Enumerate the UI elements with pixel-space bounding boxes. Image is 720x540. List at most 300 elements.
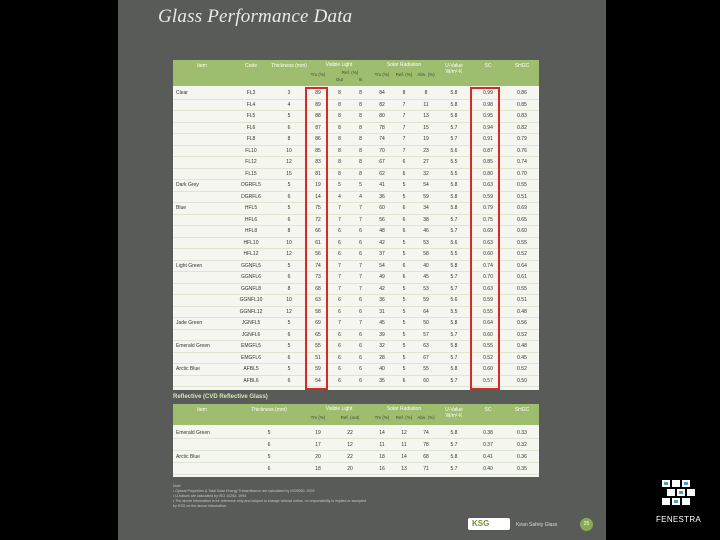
cell-u: 5.8 — [450, 262, 458, 269]
cell-th: 5 — [287, 113, 291, 119]
cell-code: GGNFL5 — [240, 262, 261, 269]
cell-sc: 0.69 — [483, 228, 493, 234]
cell-out: 6 — [338, 354, 341, 361]
cell-sc: 0.60 — [483, 251, 493, 257]
cell-sc: 0.91 — [483, 136, 493, 142]
cell-sref: 6 — [402, 159, 406, 165]
cell-stm: 18 — [379, 454, 385, 460]
cell-th: 6 — [287, 124, 291, 131]
cell-in: 6 — [359, 377, 362, 384]
cell-out: 8 — [338, 170, 341, 177]
cell-sref: 6 — [402, 274, 406, 280]
cell-th: 6 — [287, 354, 291, 361]
company-name: Kiran Safety Glass — [516, 522, 558, 528]
cell-th: 8 — [287, 285, 291, 292]
cell-out: 7 — [338, 320, 341, 326]
cell-u: 5.7 — [450, 124, 458, 131]
cell-tm: 73 — [315, 274, 321, 280]
cell-th: 6 — [267, 466, 271, 472]
header-code: Code — [245, 63, 257, 69]
cell-stm: 45 — [379, 320, 385, 326]
cell-tm: 68 — [315, 285, 321, 292]
header-vl-tm: Tm (%) — [310, 415, 326, 420]
cell-sc: 0.52 — [483, 354, 493, 361]
cell-shgc: 0.32 — [517, 442, 527, 448]
cell-stm: 39 — [379, 331, 385, 338]
header-sr-tm: Tm (%) — [374, 415, 390, 420]
cell-sref: 5 — [402, 193, 406, 200]
cell-stm: 35 — [379, 377, 385, 384]
cell-sabs: 68 — [423, 454, 429, 460]
cell-in: 7 — [359, 205, 362, 211]
cell-sc: 0.74 — [483, 262, 493, 269]
cell-stm: 62 — [379, 170, 385, 177]
fenestra-logo-icon — [662, 480, 698, 512]
header-sc: SC — [484, 63, 492, 69]
cell-shgc: 0.79 — [517, 136, 527, 142]
cell-in: 7 — [359, 216, 362, 223]
cell-out: 6 — [338, 239, 341, 246]
cell-shgc: 0.55 — [517, 239, 527, 246]
cell-sc: 0.59 — [483, 193, 493, 200]
cell-tm: 54 — [315, 377, 321, 384]
cell-sabs: 50 — [423, 320, 429, 326]
cell-sabs: 57 — [423, 331, 429, 338]
cell-item: Arctic Blue — [176, 366, 200, 372]
cell-out: 6 — [338, 366, 341, 372]
cell-stm: 70 — [379, 147, 385, 154]
cell-code: HFL8 — [244, 228, 258, 234]
cell-th: 5 — [287, 320, 291, 326]
cell-stm: 36 — [379, 297, 385, 303]
cell-tm: 20 — [315, 454, 321, 460]
cell-stm: 49 — [379, 274, 385, 280]
cell-tm: 51 — [315, 354, 321, 361]
cell-th: 8 — [287, 228, 291, 234]
cell-code: EMGFL6 — [240, 354, 261, 361]
cell-out: 8 — [338, 147, 341, 154]
cell-u: 5.7 — [450, 442, 458, 448]
cell-sabs: 40 — [423, 262, 429, 269]
cell-th: 8 — [287, 136, 291, 142]
cell-in: 6 — [359, 366, 362, 372]
cell-sref: 5 — [402, 251, 406, 257]
cell-out: 7 — [338, 285, 341, 292]
cell-sabs: 58 — [423, 251, 429, 257]
cell-item: Light Green — [176, 262, 203, 269]
cell-ref: 22 — [347, 454, 353, 460]
cell-shgc: 0.55 — [517, 285, 527, 292]
cell-in: 6 — [359, 228, 362, 234]
cell-shgc: 0.52 — [517, 366, 527, 372]
cell-u: 5.8 — [450, 101, 458, 108]
cell-out: 6 — [338, 343, 341, 349]
cell-code: EMGFL5 — [240, 343, 261, 349]
cell-sc: 0.95 — [483, 113, 493, 119]
cell-shgc: 0.83 — [517, 113, 527, 119]
cell-stm: 14 — [379, 430, 385, 436]
cell-code: JGNFL5 — [241, 320, 261, 326]
cell-stm: 48 — [379, 228, 385, 234]
cell-in: 8 — [359, 113, 362, 119]
table-row — [173, 463, 539, 475]
cell-sabs: 59 — [423, 193, 429, 200]
cell-sabs: 53 — [423, 239, 429, 246]
cell-sabs: 23 — [423, 147, 429, 154]
cell-stm: 28 — [379, 354, 385, 361]
header-sr-abs: Abs. (%) — [417, 72, 435, 77]
cell-sabs: 19 — [423, 136, 429, 142]
cell-in: 6 — [359, 239, 362, 246]
glass-performance-table — [173, 60, 539, 390]
cell-shgc: 0.70 — [517, 170, 527, 177]
cell-in: 8 — [359, 170, 362, 177]
cell-tm: 86 — [315, 136, 321, 142]
cell-sabs: 32 — [423, 170, 429, 177]
cell-tm: 69 — [315, 320, 321, 326]
cell-item: Jade Green — [176, 320, 203, 326]
cell-stm: 36 — [379, 193, 385, 200]
cell-item: Dark Grey — [176, 182, 199, 188]
cell-tm: 89 — [315, 90, 321, 96]
ksg-logo — [468, 518, 510, 530]
cell-out: 8 — [338, 101, 341, 108]
cell-u: 5.7 — [450, 136, 458, 142]
cell-code: GGNFL10 — [239, 297, 263, 303]
cell-sref: 5 — [402, 343, 406, 349]
cell-u: 5.5 — [450, 251, 458, 257]
cell-stm: 67 — [379, 159, 385, 165]
cell-sref: 6 — [402, 216, 406, 223]
header-shgc: SHGC — [514, 63, 530, 69]
cell-stm: 11 — [379, 442, 385, 448]
cell-code: FL15 — [245, 170, 257, 177]
cell-shgc: 0.64 — [517, 262, 527, 269]
cell-shgc: 0.52 — [517, 251, 527, 257]
cell-u: 5.7 — [450, 228, 458, 234]
cell-sref: 5 — [402, 331, 406, 338]
cell-out: 8 — [338, 136, 341, 142]
cell-in: 6 — [359, 354, 362, 361]
cell-ref: 20 — [347, 466, 353, 472]
page-number: 25 — [580, 518, 593, 531]
cell-u: 5.8 — [450, 193, 458, 200]
cell-sref: 5 — [402, 320, 406, 326]
cell-sc: 0.99 — [483, 90, 493, 96]
cell-shgc: 0.69 — [517, 205, 527, 211]
header-vl-tm: Tm (%) — [310, 72, 326, 77]
cell-code: AFBL6 — [243, 377, 259, 384]
cell-stm: 32 — [379, 343, 385, 349]
cell-stm: 16 — [379, 466, 385, 472]
cell-sref: 5 — [402, 285, 406, 292]
cell-sabs: 74 — [423, 430, 429, 436]
cell-item: Blue — [176, 205, 187, 211]
cell-sref: 11 — [401, 442, 407, 448]
cell-sref: 6 — [402, 228, 406, 234]
cell-u: 5.8 — [450, 366, 458, 372]
cell-sc: 0.63 — [483, 285, 493, 292]
cell-sabs: 64 — [423, 308, 429, 315]
cell-ref: 22 — [347, 430, 353, 436]
cell-in: 4 — [359, 193, 362, 200]
cell-sabs: 53 — [423, 285, 429, 292]
notes-line: • U-Values are calculated by ISO 10292: 1994 — [173, 494, 247, 498]
cell-u: 5.7 — [450, 331, 458, 338]
cell-th: 3 — [287, 90, 291, 96]
cell-sc: 0.55 — [483, 343, 493, 349]
cell-u: 5.8 — [450, 182, 458, 188]
cell-in: 6 — [359, 343, 362, 349]
header-solar-radiation: Solar Radiation — [386, 62, 422, 68]
cell-th: 12 — [286, 159, 292, 165]
cell-sref: 8 — [402, 90, 406, 96]
cell-out: 8 — [338, 159, 341, 165]
cell-in: 7 — [359, 285, 362, 292]
cell-sabs: 46 — [423, 228, 429, 234]
cell-tm: 18 — [315, 466, 321, 472]
table-row — [173, 451, 539, 463]
cell-code: HFL6 — [244, 216, 258, 223]
header-visible-light: Visible Light — [325, 62, 353, 68]
cell-stm: 84 — [379, 90, 385, 96]
cell-sc: 0.87 — [483, 147, 493, 154]
cell-tm: 14 — [315, 193, 321, 200]
notes — [173, 484, 503, 509]
cell-th: 5 — [267, 430, 271, 436]
cell-in: 6 — [359, 297, 362, 303]
cell-sref: 6 — [402, 262, 406, 269]
cell-sabs: 15 — [423, 124, 429, 131]
cell-stm: 31 — [379, 308, 385, 315]
highlight-sc — [470, 87, 500, 390]
cell-th: 5 — [287, 182, 291, 188]
header-sr-ref: Ref. (%) — [395, 72, 413, 77]
cell-shgc: 0.51 — [517, 297, 527, 303]
cell-in: 6 — [359, 251, 362, 257]
cell-in: 6 — [359, 308, 362, 315]
header-sr-ref: Ref. (%) — [395, 415, 413, 420]
cell-th: 5 — [287, 343, 291, 349]
cell-sref: 7 — [402, 101, 406, 108]
cell-in: 7 — [359, 262, 362, 269]
cell-sref: 5 — [402, 354, 406, 361]
cell-tm: 75 — [315, 205, 321, 211]
cell-sc: 0.79 — [483, 205, 493, 211]
header-vl-in: In — [358, 77, 363, 82]
cell-stm: 54 — [379, 262, 385, 269]
cell-code: DGRFL6 — [241, 193, 261, 200]
cell-sc: 0.75 — [483, 216, 493, 223]
cell-in: 6 — [359, 331, 362, 338]
cell-tm: 17 — [315, 442, 321, 448]
header-vl-out: Out — [335, 77, 344, 82]
cell-stm: 60 — [379, 205, 385, 211]
cell-sabs: 78 — [423, 442, 429, 448]
cell-sc: 0.41 — [483, 454, 493, 460]
cell-sref: 7 — [402, 147, 406, 154]
cell-th: 6 — [287, 377, 291, 384]
cell-sc: 0.60 — [483, 366, 493, 372]
cell-out: 7 — [338, 262, 341, 269]
document-page — [118, 0, 606, 540]
cell-in: 7 — [359, 320, 362, 326]
cell-code: GGNFL6 — [240, 274, 261, 280]
cell-code: HFL10 — [243, 239, 259, 246]
cell-sref: 6 — [402, 377, 406, 384]
cell-u: 5.5 — [450, 159, 458, 165]
cell-sabs: 71 — [423, 466, 429, 472]
table-header — [173, 60, 539, 86]
cell-out: 6 — [338, 251, 341, 257]
cell-th: 10 — [286, 147, 292, 154]
cell-sabs: 59 — [423, 297, 429, 303]
cell-stm: 41 — [379, 182, 385, 188]
cell-th: 4 — [287, 101, 291, 108]
cell-item: Arctic Blue — [176, 454, 200, 460]
cell-sref: 7 — [402, 124, 406, 131]
cell-u: 5.8 — [450, 90, 458, 96]
cell-sref: 7 — [402, 136, 406, 142]
cell-th: 12 — [286, 251, 292, 257]
table-row — [173, 427, 539, 439]
cell-shgc: 0.51 — [517, 193, 527, 200]
cell-stm: 42 — [379, 239, 385, 246]
table-header — [173, 404, 539, 425]
cell-shgc: 0.61 — [517, 274, 527, 280]
cell-code: FL3 — [246, 90, 256, 96]
cell-sc: 0.40 — [483, 466, 493, 472]
cell-sref: 5 — [402, 366, 406, 372]
header-thickness: Thickness (mm) — [271, 63, 307, 69]
cell-sref: 13 — [401, 466, 407, 472]
cell-th: 6 — [287, 274, 291, 280]
cell-shgc: 0.52 — [517, 331, 527, 338]
cell-sabs: 11 — [423, 101, 429, 108]
cell-code: FL4 — [246, 101, 256, 108]
cell-sc: 0.38 — [483, 430, 493, 436]
notes-heading: Note — [173, 484, 181, 488]
cell-sc: 0.85 — [483, 159, 493, 165]
cell-shgc: 0.35 — [517, 466, 527, 472]
cell-out: 7 — [338, 274, 341, 280]
cell-sabs: 63 — [423, 343, 429, 349]
cell-u: 5.8 — [450, 320, 458, 326]
cell-shgc: 0.74 — [517, 159, 527, 165]
cell-sref: 12 — [401, 430, 407, 436]
cell-sabs: 38 — [423, 216, 429, 223]
cell-tm: 19 — [315, 182, 321, 188]
cell-in: 8 — [359, 90, 362, 96]
cell-code: GGNFL12 — [239, 308, 263, 315]
cell-sc: 0.98 — [483, 101, 493, 108]
cell-stm: 40 — [379, 366, 385, 372]
cell-sc: 0.63 — [483, 182, 493, 188]
cell-in: 8 — [359, 101, 362, 108]
cell-tm: 65 — [315, 331, 321, 338]
cell-u: 5.7 — [450, 466, 458, 472]
cell-sc: 0.57 — [483, 377, 493, 384]
cell-sc: 0.59 — [483, 297, 493, 303]
cell-in: 8 — [359, 147, 362, 154]
cell-u: 5.8 — [450, 113, 458, 119]
cell-stm: 74 — [379, 136, 385, 142]
cell-code: HFL5 — [244, 205, 258, 211]
cell-th: 12 — [286, 308, 292, 315]
header-sc: SC — [484, 407, 492, 413]
cell-th: 6 — [287, 193, 291, 200]
logo-text: KSG — [472, 519, 490, 528]
cell-in: 8 — [359, 124, 362, 131]
header-sr-abs: Abs. (%) — [417, 415, 435, 420]
cell-stm: 42 — [379, 285, 385, 292]
cell-shgc: 0.36 — [517, 454, 527, 460]
page-title: Glass Performance Data — [158, 6, 353, 27]
header-solar-radiation: Solar Radiation — [386, 406, 422, 412]
cell-th: 6 — [267, 442, 271, 448]
cell-tm: 87 — [315, 124, 321, 131]
cell-shgc: 0.76 — [517, 147, 527, 154]
cell-sc: 0.55 — [483, 308, 493, 315]
cell-tm: 88 — [315, 113, 321, 119]
header-item: Item — [197, 407, 207, 413]
cell-u: 5.7 — [450, 377, 458, 384]
cell-out: 5 — [338, 182, 341, 188]
cell-tm: 63 — [315, 297, 321, 303]
table-row — [173, 439, 539, 451]
cell-sabs: 54 — [423, 182, 429, 188]
cell-u: 5.6 — [450, 147, 458, 154]
cell-stm: 82 — [379, 101, 385, 108]
cell-item: Emerald Green — [176, 430, 210, 436]
cell-code: FL8 — [246, 136, 256, 142]
cell-out: 6 — [338, 377, 341, 384]
cell-sref: 5 — [402, 182, 406, 188]
cell-th: 15 — [286, 170, 292, 177]
cell-code: GGNFL8 — [240, 285, 261, 292]
notes-line: by KSG on the above information. — [173, 504, 227, 508]
cell-sref: 5 — [402, 308, 406, 315]
cell-sc: 0.80 — [483, 170, 493, 177]
cell-tm: 81 — [315, 170, 321, 177]
cell-th: 5 — [287, 366, 291, 372]
cell-sabs: 8 — [424, 90, 428, 96]
cell-sref: 14 — [401, 454, 407, 460]
cell-th: 10 — [286, 297, 292, 303]
cell-sc: 0.64 — [483, 320, 493, 326]
cell-u: 5.7 — [450, 354, 458, 361]
cell-shgc: 0.45 — [517, 354, 527, 361]
cell-shgc: 0.85 — [517, 101, 527, 108]
header-visible-light: Visible Light — [325, 406, 353, 412]
cell-code: JGNFL6 — [241, 331, 261, 338]
cell-stm: 80 — [379, 113, 385, 119]
cell-out: 8 — [338, 113, 341, 119]
cell-u: 5.7 — [450, 216, 458, 223]
cell-sabs: 45 — [423, 274, 429, 280]
header-vl-ref: Ref. (out) — [340, 415, 360, 420]
cell-sref: 7 — [402, 113, 406, 119]
cell-sref: 6 — [402, 170, 406, 177]
cell-tm: 85 — [315, 147, 321, 154]
cell-code: FL12 — [245, 159, 257, 165]
cell-code: FL10 — [245, 147, 257, 154]
cell-tm: 66 — [315, 228, 321, 234]
cell-stm: 78 — [379, 124, 385, 131]
cell-th: 5 — [287, 205, 291, 211]
cell-shgc: 0.33 — [517, 430, 527, 436]
cell-stm: 37 — [379, 251, 385, 257]
